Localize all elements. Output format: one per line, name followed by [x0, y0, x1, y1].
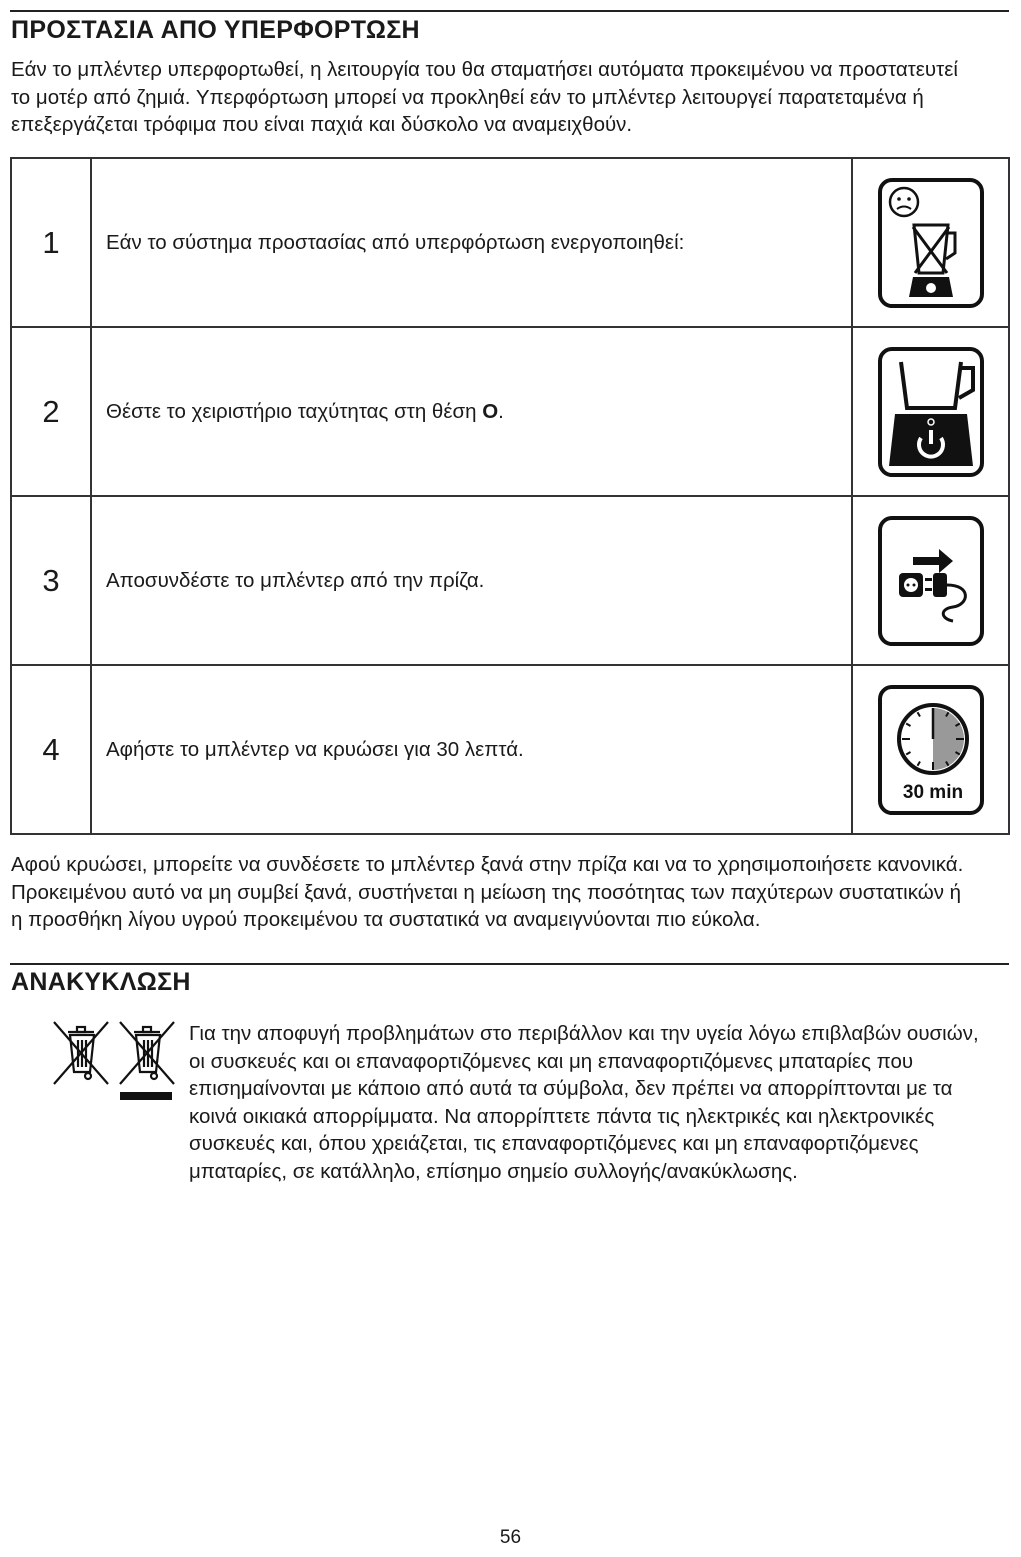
recycling-heading: ΑΝΑΚΥΚΛΩΣΗ: [11, 968, 191, 996]
after-line: η προσθήκη λίγου υγρού προκειμένου τα συστατικά να αναμειγνύονται πιο εύκολα.: [11, 908, 761, 932]
overload-after: [11, 851, 1009, 934]
recycling-line: συσκευές και, όπου χρειάζεται, τις επαναφορτιζόμενες και μη επαναφορτιζόμενες: [189, 1132, 919, 1156]
step-text-suffix: .: [498, 399, 504, 423]
step-number: 2: [11, 327, 91, 496]
page-number: 56: [499, 1527, 522, 1548]
intro-line: επεξεργάζεται τρόφιμα που είναι παχιά και δύσκολο να αναμειχθούν.: [11, 113, 633, 137]
recycling-line: οι συσκευές και οι επαναφορτιζόμενες και μη επαναφορτιζόμενες μπαταρίες που: [189, 1049, 914, 1073]
table-row: [11, 496, 1009, 665]
intro-line: το μοτέρ από ζημιά. Υπερφόρτωση μπορεί να προκληθεί εάν το μπλέντερ λειτουργεί παρατεταμένα ή: [11, 85, 924, 109]
separate-collection-bar: [120, 1092, 172, 1100]
blender-power-off-icon: [877, 346, 985, 478]
after-line: Προκειμένου αυτό να μη συμβεί ξανά, συστήνεται η μείωση της ποσότητας των παχύτερων συστατικών ή: [11, 880, 962, 904]
timer-icon: [877, 684, 985, 816]
table-row: [11, 327, 1009, 496]
overloaded-blender-icon: [877, 177, 985, 309]
overload-heading: ΠΡΟΣΤΑΣΙΑ ΑΠΟ ΥΠΕΡΦΟΡΤΩΣΗ: [11, 16, 420, 44]
step-text: Αποσυνδέστε το μπλέντερ από την πρίζα.: [91, 496, 852, 665]
step-text-main: Θέστε το χειριστήριο ταχύτητας στη θέση: [106, 399, 483, 423]
table-row: [11, 665, 1009, 834]
unplug-icon: [877, 515, 985, 647]
step-number: 3: [11, 496, 91, 665]
recycling-text: [189, 1020, 1009, 1186]
recycling-line: κοινά οικιακά απορρίμματα. Να απορρίπτετε πάντα τις ηλεκτρικές και ηλεκτρονικές: [189, 1104, 935, 1128]
step-number: 1: [11, 158, 91, 327]
timer-label: 30 min: [902, 781, 963, 803]
steps-table: [10, 157, 1010, 835]
crossed-bin-icon: [54, 1022, 108, 1084]
weee-bin-icons: [50, 1020, 180, 1102]
step-text: Αφήστε το μπλέντερ να κρυώσει για 30 λεπτά.: [91, 665, 852, 834]
recycling-line: Για την αποφυγή προβλημάτων στο περιβάλλον και την υγεία λόγω επιβλαβών ουσιών,: [189, 1022, 979, 1045]
after-line: Αφού κρυώσει, μπορείτε να συνδέσετε το μπλέντερ ξανά στην πρίζα και να το χρησιμοποιήσετε κανονικά.: [11, 853, 964, 876]
table-row: [11, 158, 1009, 327]
crossed-bin-battery-icon: [120, 1022, 174, 1084]
step-text: [91, 327, 852, 496]
speed-position-o: O: [482, 399, 499, 423]
top-rule: [10, 10, 1009, 12]
recycling-line: επισημαίνονται με κάποιο από αυτά τα σύμβολα, δεν πρέπει να απορρίπτονται με τα: [189, 1077, 953, 1101]
intro-line: Εάν το μπλέντερ υπερφορτωθεί, η λειτουργία του θα σταματήσει αυτόματα προκειμένου να προστατευτεί: [11, 58, 958, 81]
overload-intro: [11, 56, 1009, 139]
step-number: 4: [11, 665, 91, 834]
step-text: Εάν το σύστημα προστασίας από υπερφόρτωση ενεργοποιηθεί:: [91, 158, 852, 327]
recycling-line: μπαταρίες, σε κατάλληλο, επίσημο σημείο συλλογής/ανακύκλωσης.: [189, 1159, 798, 1183]
recycling-rule: [10, 963, 1009, 965]
